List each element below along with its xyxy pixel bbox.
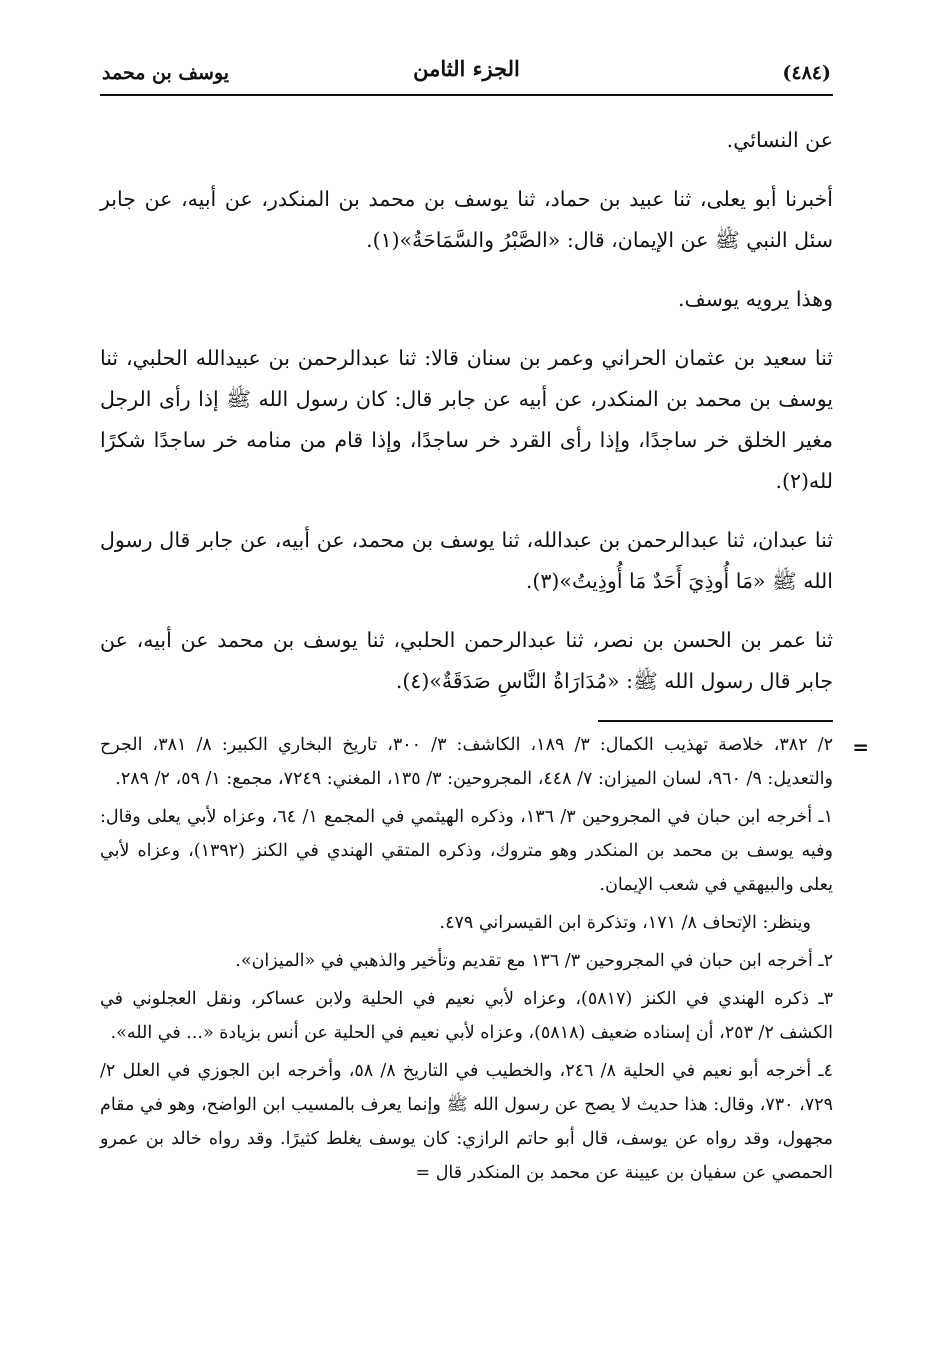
paragraph: ثنا عبدان، ثنا عبدالرحمن بن عبدالله، ثنا يوسف بن محمد، عن أبيه، عن جابر قال رسول الله ﷺ «مَا أُوذِيَ أَحَدٌ مَا أُوذِيتُ»(٣). [100, 528, 833, 593]
footnote-text: أخرجه ابن حبان في المجروحين ٣/ ١٣٦ مع تقديم وتأخير والذهبي في «الميزان». [235, 951, 813, 971]
paragraph: أخبرنا أبو يعلى، ثنا عبيد بن حماد، ثنا يوسف بن محمد بن المنكدر، عن أبيه، عن جابر سئل النبي ﷺ عن الإيمان، قال: «الصَّبْرُ والسَّمَاحَةُ»(١). [100, 187, 833, 252]
page-number: (٤٨٤) [782, 62, 831, 84]
continuation-mark: = [852, 735, 869, 759]
footnote-2 [100, 944, 833, 978]
footnote-continued: ٢/ ٣٨٢، خلاصة تهذيب الكمال: ٣/ ١٨٩، الكاشف: ٣/ ٣٠٠، تاريخ البخاري الكبير: ٨/ ٣٨١، الجرح والتعديل: ٩/ ٩٦٠، لسان الميزان: ٧/ ٤٤٨، المجروحين: ٣/ ١٣٥، المغني: ٧٢٤٩، مجمع: ١/ ٥٩، ٢/ ٢٨٩. [100, 735, 834, 789]
footnote-text: أخرجه أبو نعيم في الحلية ٨/ ٢٤٦، والخطيب في التاريخ ٨/ ٥٨، وأخرجه ابن الجوزي في العلل ٢/ ٧٢٩، ٧٣٠، وقال: هذا حديث لا يصح عن رسول الله ﷺ وإنما يعرف بالمسيب ابن الواضح، وهو في مقام مجهول، وقد رواه عن يوسف، قال أبو حاتم الرازي: كان يوسف يغلط كثيرًا. وقد رواه خالد بن عمرو الحمصي عن سفيان بن عيينة عن محمد بن المنكدر قال [100, 1061, 834, 1183]
main-text [100, 120, 833, 702]
footnote-number: ١ـ [818, 807, 833, 827]
footnote-number: ٢ـ [818, 951, 833, 971]
paragraph: ثنا عمر بن الحسن بن نصر، ثنا عبدالرحمن الحلبي، ثنا يوسف بن محمد عن أبيه، عن جابر قال رسول الله ﷺ: «مُدَارَاةُ النَّاسِ صَدَقَةٌ»(٤). [100, 628, 833, 693]
footnote-number: ٣ـ [818, 989, 833, 1009]
volume-title: الجزء الثامن [413, 56, 520, 81]
footnote-number: ٤ـ [818, 1061, 833, 1081]
footnote-text: ذكره الهندي في الكنز (٥٨١٧)، وعزاه لأبي نعيم في الحلية ولابن عساكر، ونقل العجلوني في الكشف ٢/ ٢٥٣، أن إسناده ضعيف (٥٨١٨)، وعزاه لأبي نعيم في الحلية عن أنس بزيادة «... في الله». [100, 989, 833, 1043]
paragraph: ثنا سعيد بن عثمان الحراني وعمر بن سنان قالا: ثنا عبدالرحمن بن عبيدالله الحلبي، ثنا يوسف بن محمد بن المنكدر، عن أبيه عن جابر قال: كان رسول الله ﷺ إذا رأى الرجل مغير الخلق خر ساجدًا، وإذا رأى القرد خر ساجدًا، وإذا قام من منامه خر ساجدًا شكرًا لله(٢). [100, 346, 833, 493]
footnote-1-extra: وينظر: الإتحاف ٨/ ١٧١، وتذكرة ابن القيسراني ٤٧٩. [439, 913, 811, 933]
footnotes [100, 728, 869, 1190]
footnote-text: أخرجه ابن حبان في المجروحين ٣/ ١٣٦، وذكره الهيثمي في المجمع ١/ ٦٤، وعزاه لأبي يعلى وقال: وفيه يوسف بن محمد بن المنكدر وهو متروك، وذكره المتقي الهندي في الكنز (١٣٩٢)، وعزاه لأبي يعلى والبيهقي في شعب الإيمان. [100, 807, 833, 895]
page-header [100, 48, 833, 96]
footnote-1 [100, 800, 833, 902]
paragraph: وهذا يرويه يوسف. [677, 287, 833, 311]
footnote-separator [598, 720, 833, 722]
entry-name: يوسف بن محمد [102, 62, 230, 84]
paragraph: عن النسائي. [726, 128, 833, 152]
continuation-mark: = [415, 1163, 431, 1183]
footnote-3 [100, 982, 833, 1050]
footnote-4 [100, 1054, 833, 1190]
